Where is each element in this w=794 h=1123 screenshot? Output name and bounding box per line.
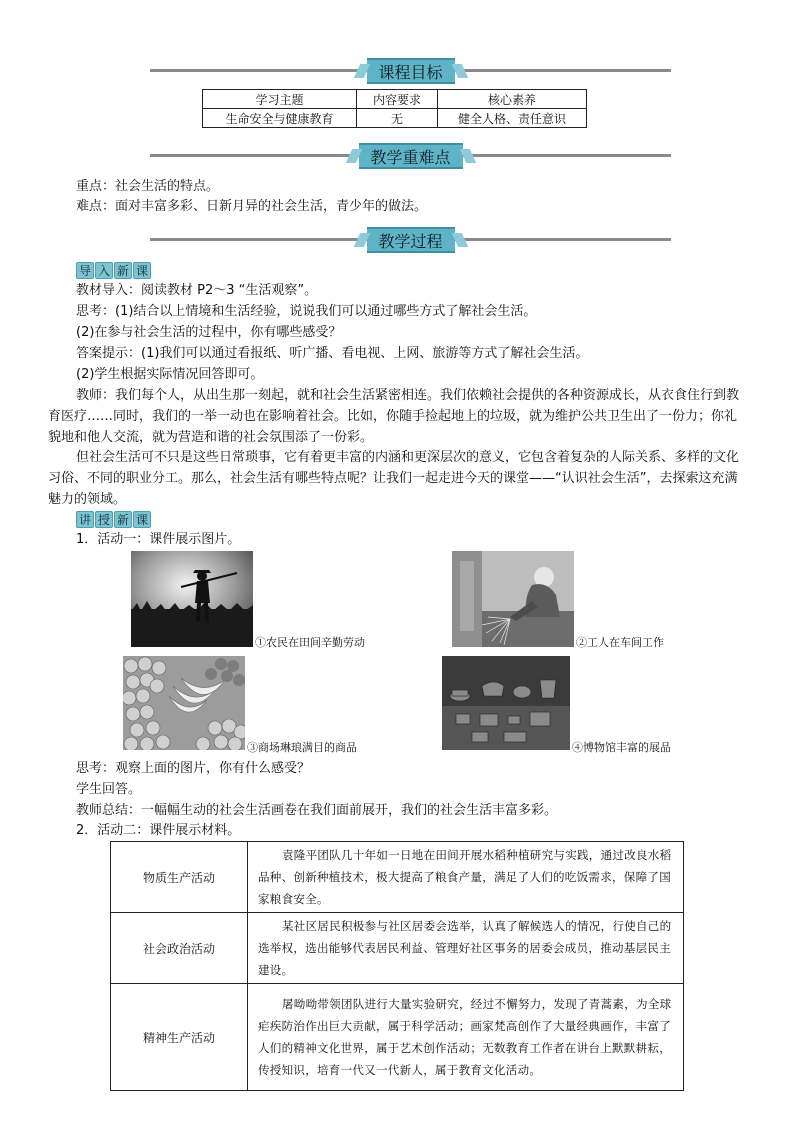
badge-char: 新 xyxy=(114,262,132,279)
student-answer: 学生回答。 xyxy=(76,782,142,797)
material-content: 袁隆平团队几十年如一日地在田间开展水稻种植研究与实践，通过改良水稻品种、创新种植技术，极大提高了粮食产量，满足了人们的吃饭需求，保障了国家粮食安全。 xyxy=(248,842,684,913)
farmer-photo xyxy=(131,551,253,647)
focus-text: 重点：社会生活的特点。 xyxy=(76,179,220,194)
table-row xyxy=(203,109,587,128)
section-title: 课程目标 xyxy=(366,58,454,84)
worker-photo-art xyxy=(452,551,574,647)
badge-char: 讲 xyxy=(76,511,94,528)
worker-photo xyxy=(452,551,574,647)
badge-char: 入 xyxy=(95,262,113,279)
section-title: 教学重难点 xyxy=(358,143,462,169)
table-cell: 无 xyxy=(357,109,438,128)
fruits-photo xyxy=(123,656,245,750)
think-question-1: 思考：(1)结合以上情境和生活经验，说说我们可以通过哪些方式了解社会生活。 xyxy=(76,304,537,319)
table-row xyxy=(111,913,684,984)
photo-caption-3: ③商场琳琅满目的商品 xyxy=(247,741,357,754)
materials-table xyxy=(110,841,684,1091)
material-category: 精神生产活动 xyxy=(111,984,248,1091)
table-row xyxy=(111,984,684,1091)
museum-photo-art xyxy=(442,656,570,750)
fruits-photo-art xyxy=(123,656,245,750)
museum-photo xyxy=(442,656,570,750)
answer-hint-1: 答案提示：(1)我们可以通过看报纸、听广播、看电视、上网、旅游等方式了解社会生活。 xyxy=(76,346,589,361)
section-header-process xyxy=(150,227,671,253)
goal-table xyxy=(202,89,587,128)
think-observe: 思考：观察上面的图片，你有什么感受？ xyxy=(76,761,311,776)
photo-caption-4: ④博物馆丰富的展品 xyxy=(572,741,671,754)
badge-char: 课 xyxy=(133,511,151,528)
table-cell: 健全人格、责任意识 xyxy=(438,109,587,128)
material-category: 社会政治活动 xyxy=(111,913,248,984)
table-header-cell: 学习主题 xyxy=(203,90,357,109)
teacher-intro-paragraph: 教师：我们每个人，从出生那一刻起，就和社会生活紧密相连。我们依赖社会提供的各种资源成长，从衣食住行到教育医疗……同时，我们的一举一动也在影响着社会。比如，你随手捡起地上的垃圾，就为维护公共卫生出了一份力；你礼貌地和他人交流，就为营造和谐的社会氛围添了一份彩。 xyxy=(48,388,740,445)
table-header-row xyxy=(203,90,587,109)
table-header-cell: 核心素养 xyxy=(438,90,587,109)
table-row xyxy=(111,842,684,913)
teacher-summary: 教师总结：一幅幅生动的社会生活画卷在我们面前展开，我们的社会生活丰富多彩。 xyxy=(76,803,558,818)
material-content: 某社区居民积极参与社区居委会选举，认真了解候选人的情况，行使自己的选举权，选出能够代表居民利益、管理好社区事务的居委会成员，推动基层民主建设。 xyxy=(248,913,684,984)
activity-2-title: 2．活动二：课件展示材料。 xyxy=(76,823,241,838)
material-category: 物质生产活动 xyxy=(111,842,248,913)
badge-char: 新 xyxy=(114,511,132,528)
badge-char: 课 xyxy=(133,262,151,279)
table-header-cell: 内容要求 xyxy=(357,90,438,109)
photo-caption-2: ②工人在车间工作 xyxy=(576,636,664,649)
badge-char: 授 xyxy=(95,511,113,528)
lesson-badge xyxy=(76,511,151,528)
answer-hint-2: (2)学生根据实际情况回答即可。 xyxy=(76,367,264,382)
difficulty-text: 难点：面对丰富多彩、日新月异的社会生活，青少年的做法。 xyxy=(76,199,428,214)
farmer-photo-art xyxy=(131,551,253,647)
section-header-key-points xyxy=(150,143,671,169)
section-title: 教学过程 xyxy=(366,227,454,253)
transition-paragraph: 但社会生活可不只是这些日常琐事，它有着更丰富的内涵和更深层次的意义，它包含着复杂的人际关系、多样的文化习俗、不同的职业分工。那么，社会生活有哪些特点呢？让我们一起走进今天的课堂——“认识社会生活”，去探索这充满魅力的领域。 xyxy=(48,450,740,507)
intro-badge xyxy=(76,262,151,279)
table-cell: 生命安全与健康教育 xyxy=(203,109,357,128)
activity-1-title: 1．活动一：课件展示图片。 xyxy=(76,532,241,547)
think-question-2: (2)在参与社会生活的过程中，你有哪些感受？ xyxy=(76,325,342,340)
section-header-goals xyxy=(150,58,671,84)
photo-caption-1: ①农民在田间辛勤劳动 xyxy=(255,636,365,649)
material-intro: 教材导入：阅读教材 P2～3 “生活观察”。 xyxy=(76,283,318,298)
material-content: 屠呦呦带领团队进行大量实验研究，经过不懈努力，发现了青蒿素，为全球疟疾防治作出巨大贡献，属于科学活动；画家梵高创作了大量经典画作，丰富了人们的精神文化世界，属于艺术创作活动；无数教育工作者在讲台上默默耕耘，传授知识，培育一代又一代新人，属于教育文化活动。 xyxy=(248,984,684,1091)
badge-char: 导 xyxy=(76,262,94,279)
